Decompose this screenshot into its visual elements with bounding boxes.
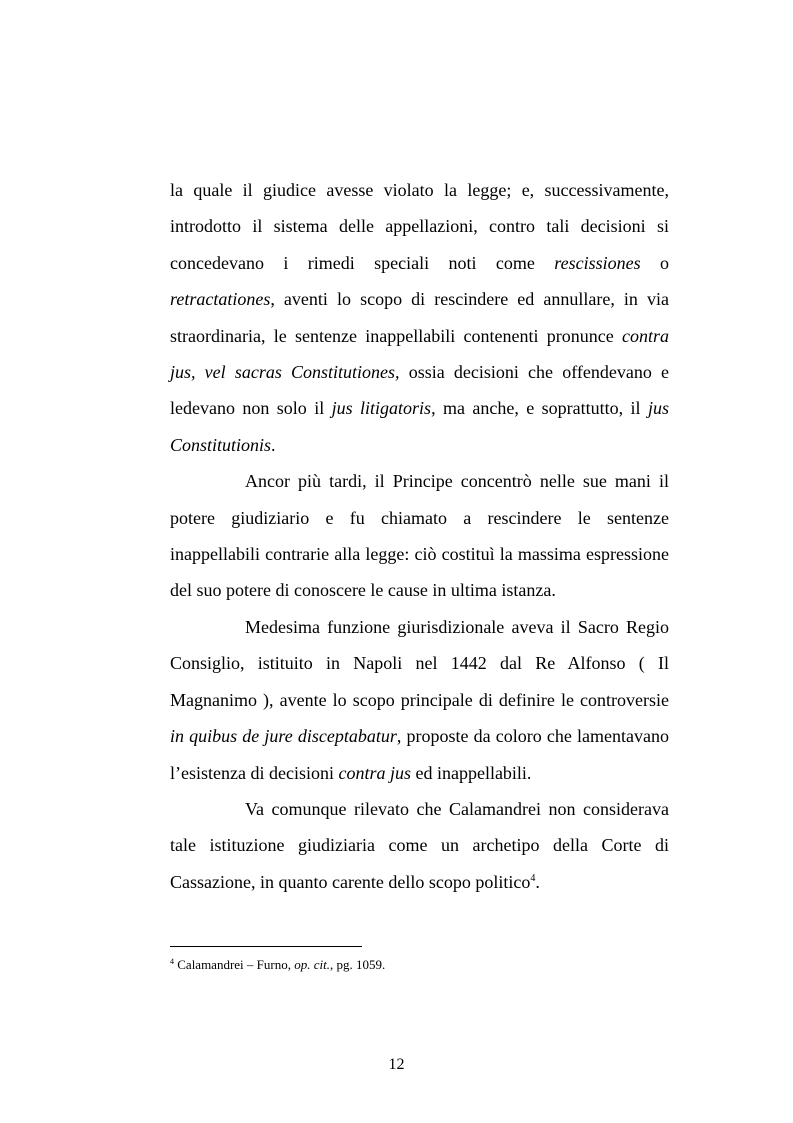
footnote-marker: 4 (170, 957, 174, 966)
text-run: . (535, 871, 540, 892)
italic-text: jus Constitutionis (170, 398, 669, 455)
italic-text: in quibus de jure disceptabatur (170, 726, 397, 747)
text-run: o (640, 252, 670, 273)
paragraph (170, 172, 669, 463)
paragraph (170, 791, 669, 900)
text-run: ossia decisioni che offendevano e ledevano non solo il (170, 362, 669, 419)
italic-text: contra jus, vel sacras Constitutiones, (170, 325, 669, 383)
italic-text: op. cit. (294, 957, 330, 972)
text-run: Medesima funzione giurisdizionale aveva il Sacro Regio Consiglio, istituito in Napoli nel 1442 dal Re Alfonso ( Il Magnanimo ), avente lo scopo principale di definire le controversie (170, 616, 669, 710)
text-run: , aventi lo scopo di rescindere ed annullare, in via straordinaria, le sentenze inappellabili contenenti pronunce (170, 289, 669, 346)
body-text (170, 172, 669, 900)
page-number: 12 (388, 1056, 405, 1073)
text-run: . (271, 434, 276, 455)
italic-text: rescissiones (554, 252, 641, 273)
paragraph (170, 463, 669, 609)
footnote (170, 956, 669, 974)
text-run: la quale il giudice avesse violato la legge; e, successivamente, introdotto il sistema delle appellazioni, contro tali decisioni si concedevano i rimedi speciali noti come (170, 180, 669, 273)
text-run: , proposte da coloro che lamentavano l’esistenza di decisioni (170, 726, 669, 783)
text-run: Calamandrei – Furno, (174, 957, 295, 972)
footnote-reference: 4 (530, 872, 536, 884)
text-run: , ma anche, e soprattutto, il (431, 398, 648, 419)
italic-text: jus litigatoris (331, 398, 432, 419)
text-run: Ancor più tardi, il Principe concentrò nelle sue mani il potere giudiziario e fu chiamato a rescindere le sentenze inappellabili contrarie alla legge: ciò costituì la massima espressione del suo potere di conoscere le cause in ultima istanza. (170, 471, 669, 601)
text-run: ed inappellabili. (410, 762, 532, 783)
text-run: , pg. 1059. (329, 957, 386, 972)
footnote-text (174, 957, 385, 972)
italic-text: contra jus (338, 762, 411, 783)
italic-text: retractationes (170, 289, 271, 310)
text-run: Va comunque rilevato che Calamandrei non considerava tale istituzione giudiziaria come un archetipo della Corte di Cassazione, in quanto carente dello scopo politico (170, 798, 669, 892)
paragraph (170, 609, 669, 791)
footnote-separator (170, 946, 362, 947)
